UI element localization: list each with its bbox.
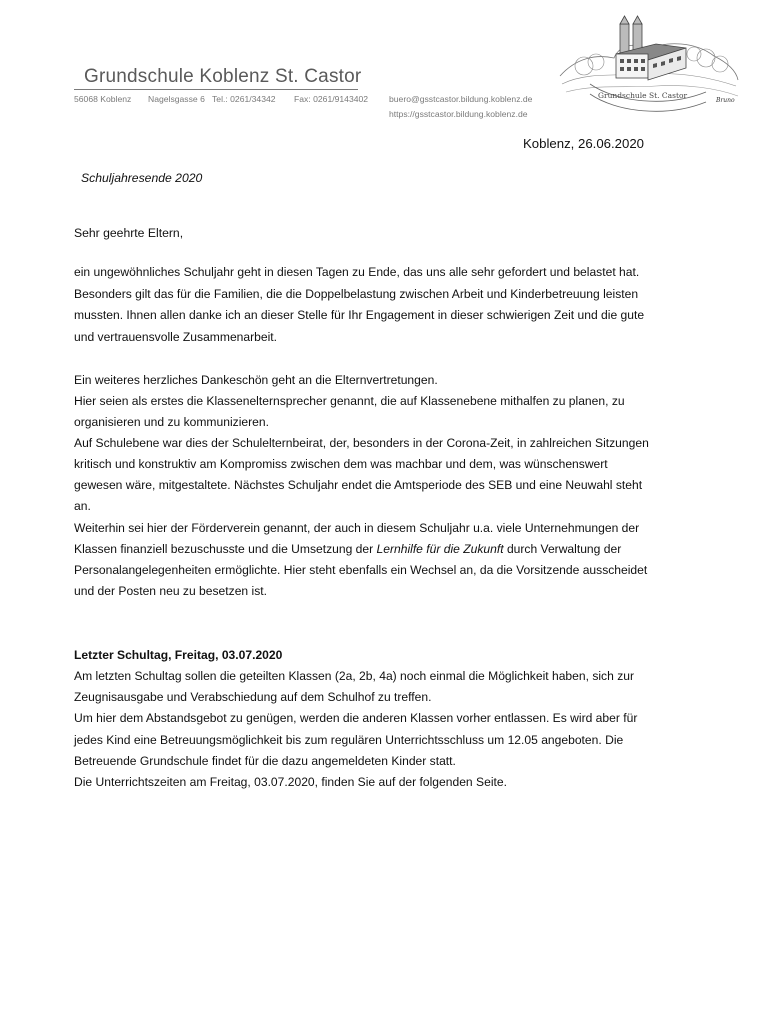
body-line: Die Unterrichtszeiten am Freitag, 03.07.2020, finden Sie auf der folgenden Seite. (74, 775, 507, 789)
body-line: Um hier dem Abstandsgebot zu genügen, werden die anderen Klassen vorher entlassen. Es wird aber für (74, 711, 638, 725)
body-line: Zeugnisausgabe und Verabschiedung auf dem Schulhof zu treffen. (74, 690, 432, 704)
address-city: 56068 Koblenz (74, 94, 132, 104)
letter-date: Koblenz, 26.06.2020 (523, 136, 644, 151)
body-line: Am letzten Schultag sollen die geteilten Klassen (2a, 2b, 4a) noch einmal die Möglichkeit haben, sich zur (74, 669, 634, 683)
body-line: und vertrauensvolle Zusammenarbeit. (74, 330, 278, 344)
address-street: Nagelsgasse 6 (148, 94, 205, 104)
body-line: Ein weiteres herzliches Dankeschön geht an die Elternvertretungen. (74, 373, 438, 387)
school-name: Grundschule Koblenz St. Castor (84, 66, 362, 87)
body-line: Weiterhin sei hier der Förderverein genannt, der auch in diesem Schuljahr u.a. viele Unternehmungen der (74, 521, 640, 535)
body-line: gewesen wäre, mitgestaltete. Nächstes Schuljahr endet die Amtsperiode des SEB und eine Neuwahl steht (74, 478, 643, 492)
letter-salutation: Sehr geehrte Eltern, (74, 226, 184, 240)
body-line: Betreuende Grundschule findet für die dazu angemeldeten Kinder statt. (74, 754, 456, 768)
phone-number: Tel.: 0261/34342 (212, 94, 276, 104)
program-name-italic: Lernhilfe für die Zukunft (376, 542, 504, 556)
body-line: organisieren und zu kommunizieren. (74, 415, 269, 429)
body-line: Auf Schulebene war dies der Schulelternbeirat, der, besonders in der Corona-Zeit, in zahlreichen Sitzungen (74, 436, 649, 450)
school-logo-drawing (556, 14, 740, 122)
body-line: Besonders gilt das für die Familien, die die Doppelbelastung zwischen Arbeit und Kinderbetreuung leisten (74, 287, 639, 301)
body-line: an. (74, 499, 91, 513)
fax-number: Fax: 0261/9143402 (294, 94, 369, 104)
section-heading: Letzter Schultag, Freitag, 03.07.2020 (74, 648, 283, 662)
body-line-text: Klassen finanziell bezuschusste und die Umsetzung der (74, 542, 377, 556)
body-line: Hier seien als erstes die Klassenelternsprecher genannt, die auf Klassenebene mithalfen zu planen, zu (74, 394, 625, 408)
letter-subject: Schuljahresende 2020 (81, 171, 203, 185)
email-address: buero@gsstcastor.bildung.koblenz.de (389, 94, 533, 104)
body-line (74, 542, 621, 556)
body-line: mussten. Ihnen allen danke ich an dieser Stelle für Ihr Engagement in dieser schwierigen Zeit und die gute (74, 308, 645, 322)
body-line: jedes Kind eine Betreuungsmöglichkeit bis zum regulären Unterrichtsschluss um 12.05 angeboten. Die (74, 733, 624, 747)
letterhead-rule (74, 89, 358, 90)
body-line: und der Posten neu zu besetzen ist. (74, 584, 267, 598)
body-line-text: durch Verwaltung der (503, 542, 622, 556)
body-line: ein ungewöhnliches Schuljahr geht in diesen Tagen zu Ende, das uns alle sehr gefordert und belastet hat. (74, 265, 640, 279)
logo-banner-text: Grundschule St. Castor (598, 91, 688, 100)
website-url: https://gsstcastor.bildung.koblenz.de (389, 109, 528, 119)
body-line: kritisch und konstruktiv am Kompromiss zwischen dem was machbar und dem, was wünschenswert (74, 457, 608, 471)
logo-signature: Bruno (716, 97, 735, 104)
body-line: Personalangelegenheiten ermöglichte. Hier steht ebenfalls ein Wechsel an, da die Vorsitzende ausscheidet (74, 563, 648, 577)
